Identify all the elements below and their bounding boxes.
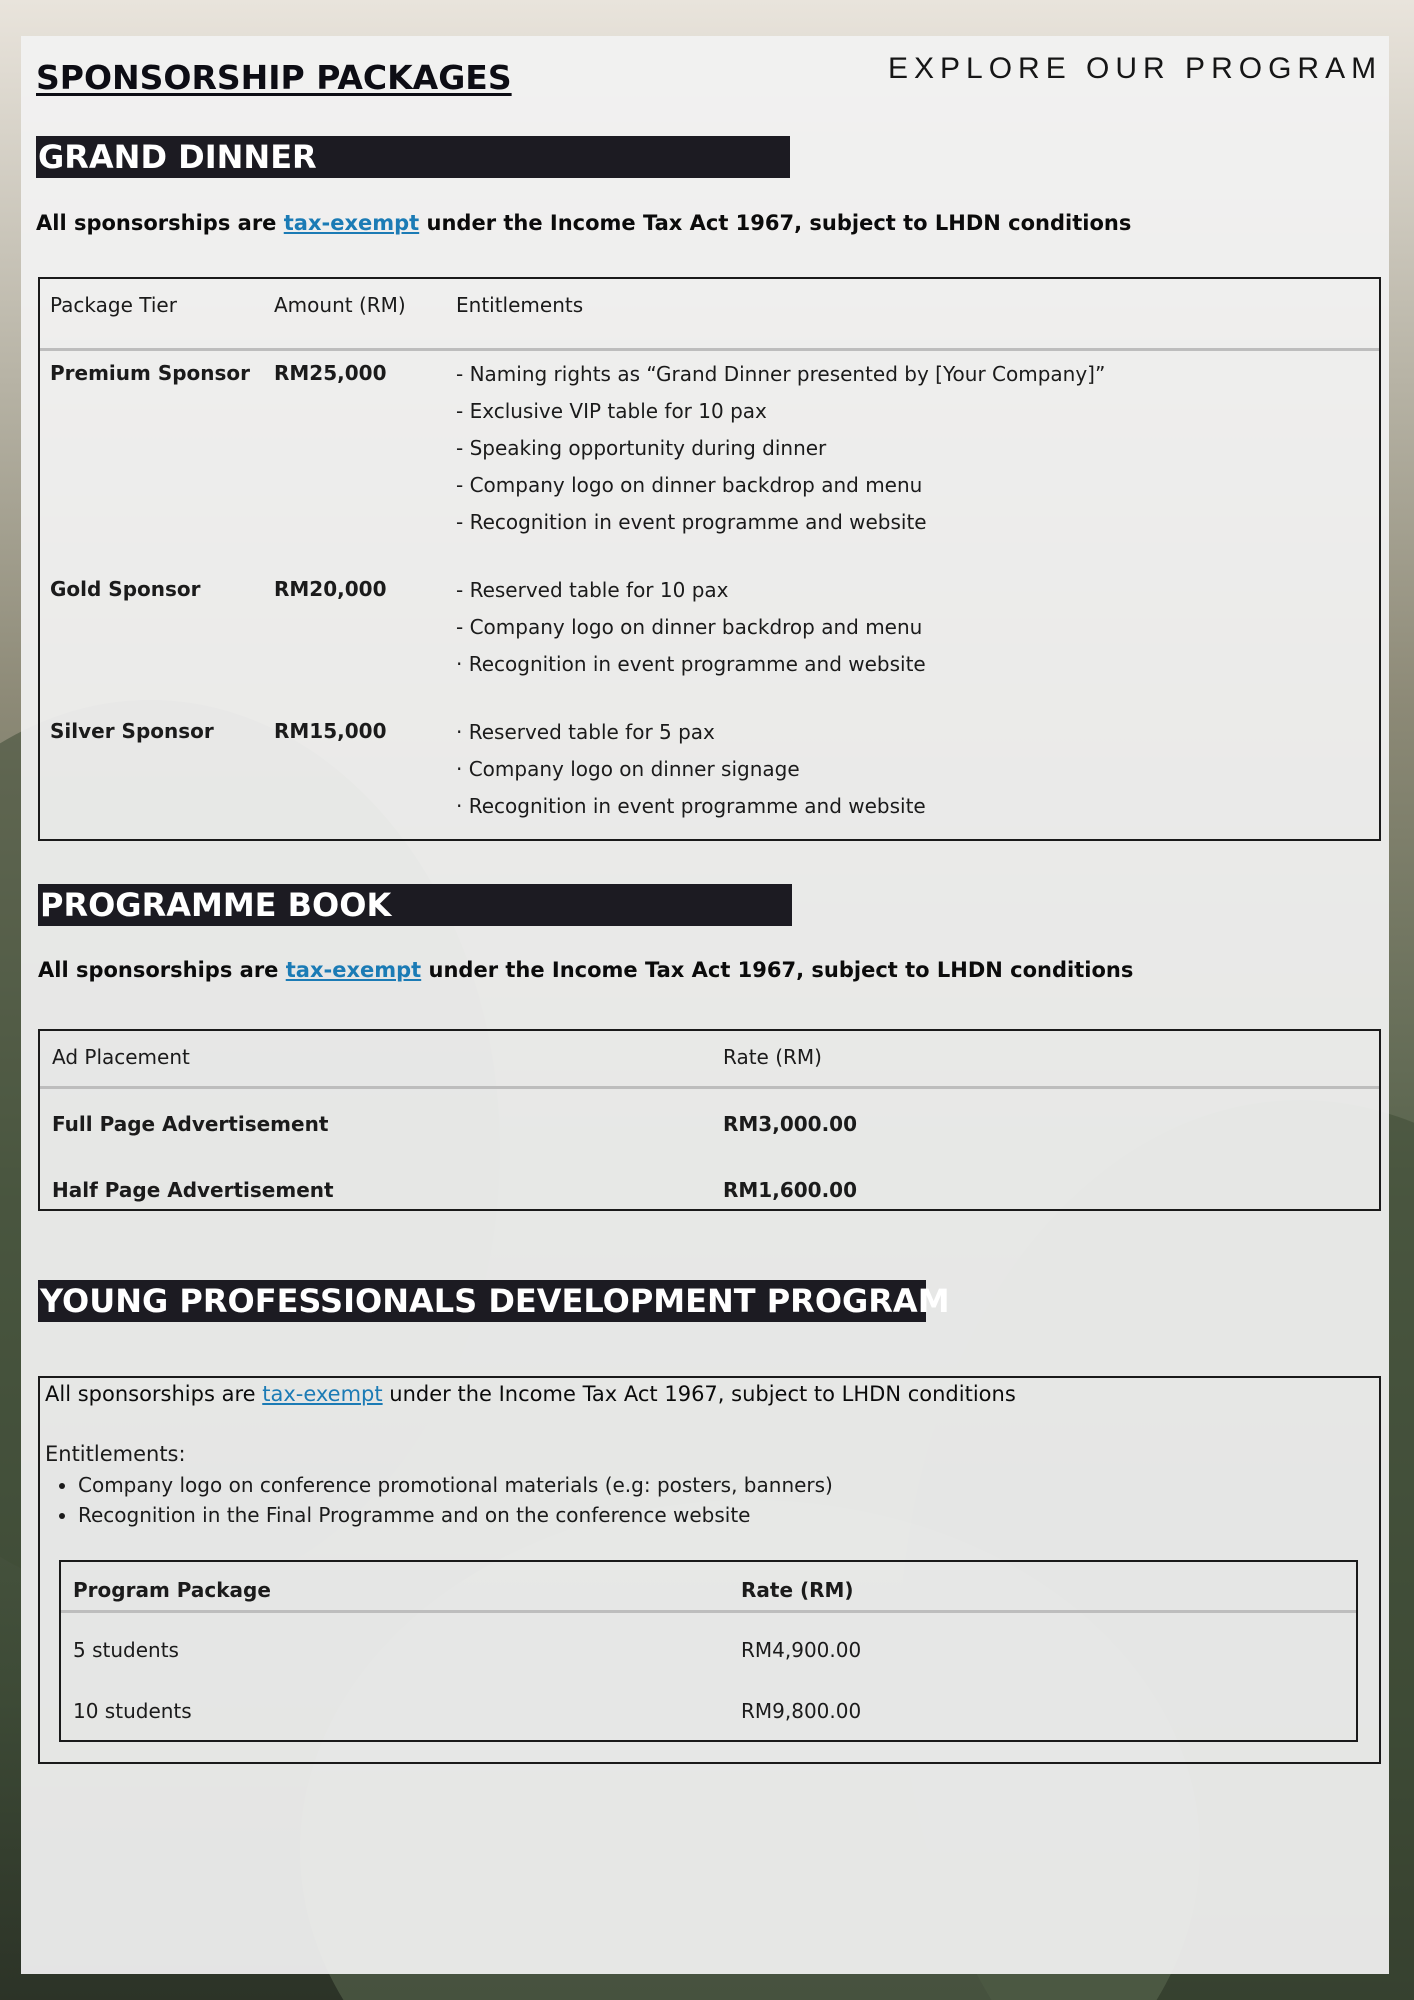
grand-dinner-table (38, 277, 1381, 841)
tax-note (38, 958, 1133, 982)
tax-note (45, 1382, 1016, 1406)
amount-silver: RM15,000 (274, 719, 387, 743)
list-item: · Company logo on dinner signage (456, 757, 800, 781)
ypdp-box (38, 1376, 1381, 1764)
list-item: · Recognition in event programme and website (456, 794, 926, 818)
rate-half-page: RM1,600.00 (723, 1178, 857, 1202)
section-title-text: PROGRAMME BOOK (40, 886, 392, 924)
ypdp-table (59, 1560, 1358, 1742)
ypdp-entitlements (40, 1470, 833, 1530)
entitlements-premium (456, 361, 1105, 546)
section-title-text: GRAND DINNER (38, 138, 317, 176)
section-title-programme-book (38, 884, 792, 926)
placement-half-page: Half Page Advertisement (52, 1178, 334, 1202)
rate-5-students: RM4,900.00 (741, 1638, 862, 1662)
amount-premium: RM25,000 (274, 361, 387, 385)
placement-full-page: Full Page Advertisement (52, 1112, 329, 1136)
list-item: - Speaking opportunity during dinner (456, 436, 827, 460)
column-header-placement: Ad Placement (52, 1045, 190, 1069)
entitlements-gold (456, 577, 926, 688)
entitlements-silver (456, 719, 926, 830)
list-item: - Reserved table for 10 pax (456, 578, 729, 602)
header-divider (40, 348, 1379, 351)
list-item: · Reserved table for 5 pax (456, 720, 715, 744)
column-header-rate: Rate (RM) (741, 1578, 854, 1602)
list-item: · Recognition in event programme and website (456, 652, 926, 676)
entitlements-label: Entitlements: (45, 1442, 186, 1466)
section-title-grand-dinner (36, 136, 790, 178)
tax-exempt-link[interactable]: tax-exempt (285, 958, 422, 982)
programme-book-table (38, 1029, 1381, 1211)
column-header-rate: Rate (RM) (723, 1045, 822, 1069)
tax-note-suffix: under the Income Tax Act 1967, subject to LHDN conditions (419, 211, 1132, 235)
tax-exempt-link[interactable]: tax-exempt (283, 211, 420, 235)
rate-full-page: RM3,000.00 (723, 1112, 857, 1136)
column-header-amount: Amount (RM) (274, 293, 406, 317)
list-item: - Company logo on dinner backdrop and menu (456, 615, 923, 639)
list-item: - Company logo on dinner backdrop and menu (456, 473, 923, 497)
explore-program-heading: EXPLORE OUR PROGRAM (888, 52, 1383, 85)
tax-note-prefix: All sponsorships are (45, 1382, 263, 1406)
tier-silver: Silver Sponsor (50, 719, 214, 743)
tax-note-prefix: All sponsorships are (36, 211, 284, 235)
tax-note-suffix: under the Income Tax Act 1967, subject to LHDN conditions (382, 1382, 1016, 1406)
header-divider (61, 1610, 1356, 1613)
list-item: - Recognition in event programme and website (456, 510, 927, 534)
package-5-students: 5 students (73, 1638, 179, 1662)
page-title: SPONSORSHIP PACKAGES (36, 58, 512, 97)
rate-10-students: RM9,800.00 (741, 1699, 862, 1723)
tier-premium: Premium Sponsor (50, 361, 251, 385)
section-title-text: YOUNG PROFESSIONALS DEVELOPMENT PROGRAM (40, 1282, 950, 1320)
package-10-students: 10 students (73, 1699, 192, 1723)
header-divider (40, 1086, 1379, 1089)
tier-gold: Gold Sponsor (50, 577, 201, 601)
tax-note (36, 211, 1131, 235)
tax-exempt-link[interactable]: tax-exempt (262, 1382, 383, 1406)
section-title-ypdp (38, 1280, 950, 1322)
list-item: • Company logo on conference promotional materials (e.g: posters, banners) (78, 1470, 833, 1500)
tax-note-prefix: All sponsorships are (38, 958, 286, 982)
tax-note-suffix: under the Income Tax Act 1967, subject to LHDN conditions (421, 958, 1134, 982)
list-item: - Naming rights as “Grand Dinner presented by [Your Company]” (456, 362, 1106, 386)
list-item: • Recognition in the Final Programme and on the conference website (78, 1500, 833, 1530)
column-header-entitlements: Entitlements (456, 293, 584, 317)
list-item: - Exclusive VIP table for 10 pax (456, 399, 767, 423)
column-header-tier: Package Tier (50, 293, 177, 317)
amount-gold: RM20,000 (274, 577, 387, 601)
column-header-package: Program Package (73, 1578, 271, 1602)
